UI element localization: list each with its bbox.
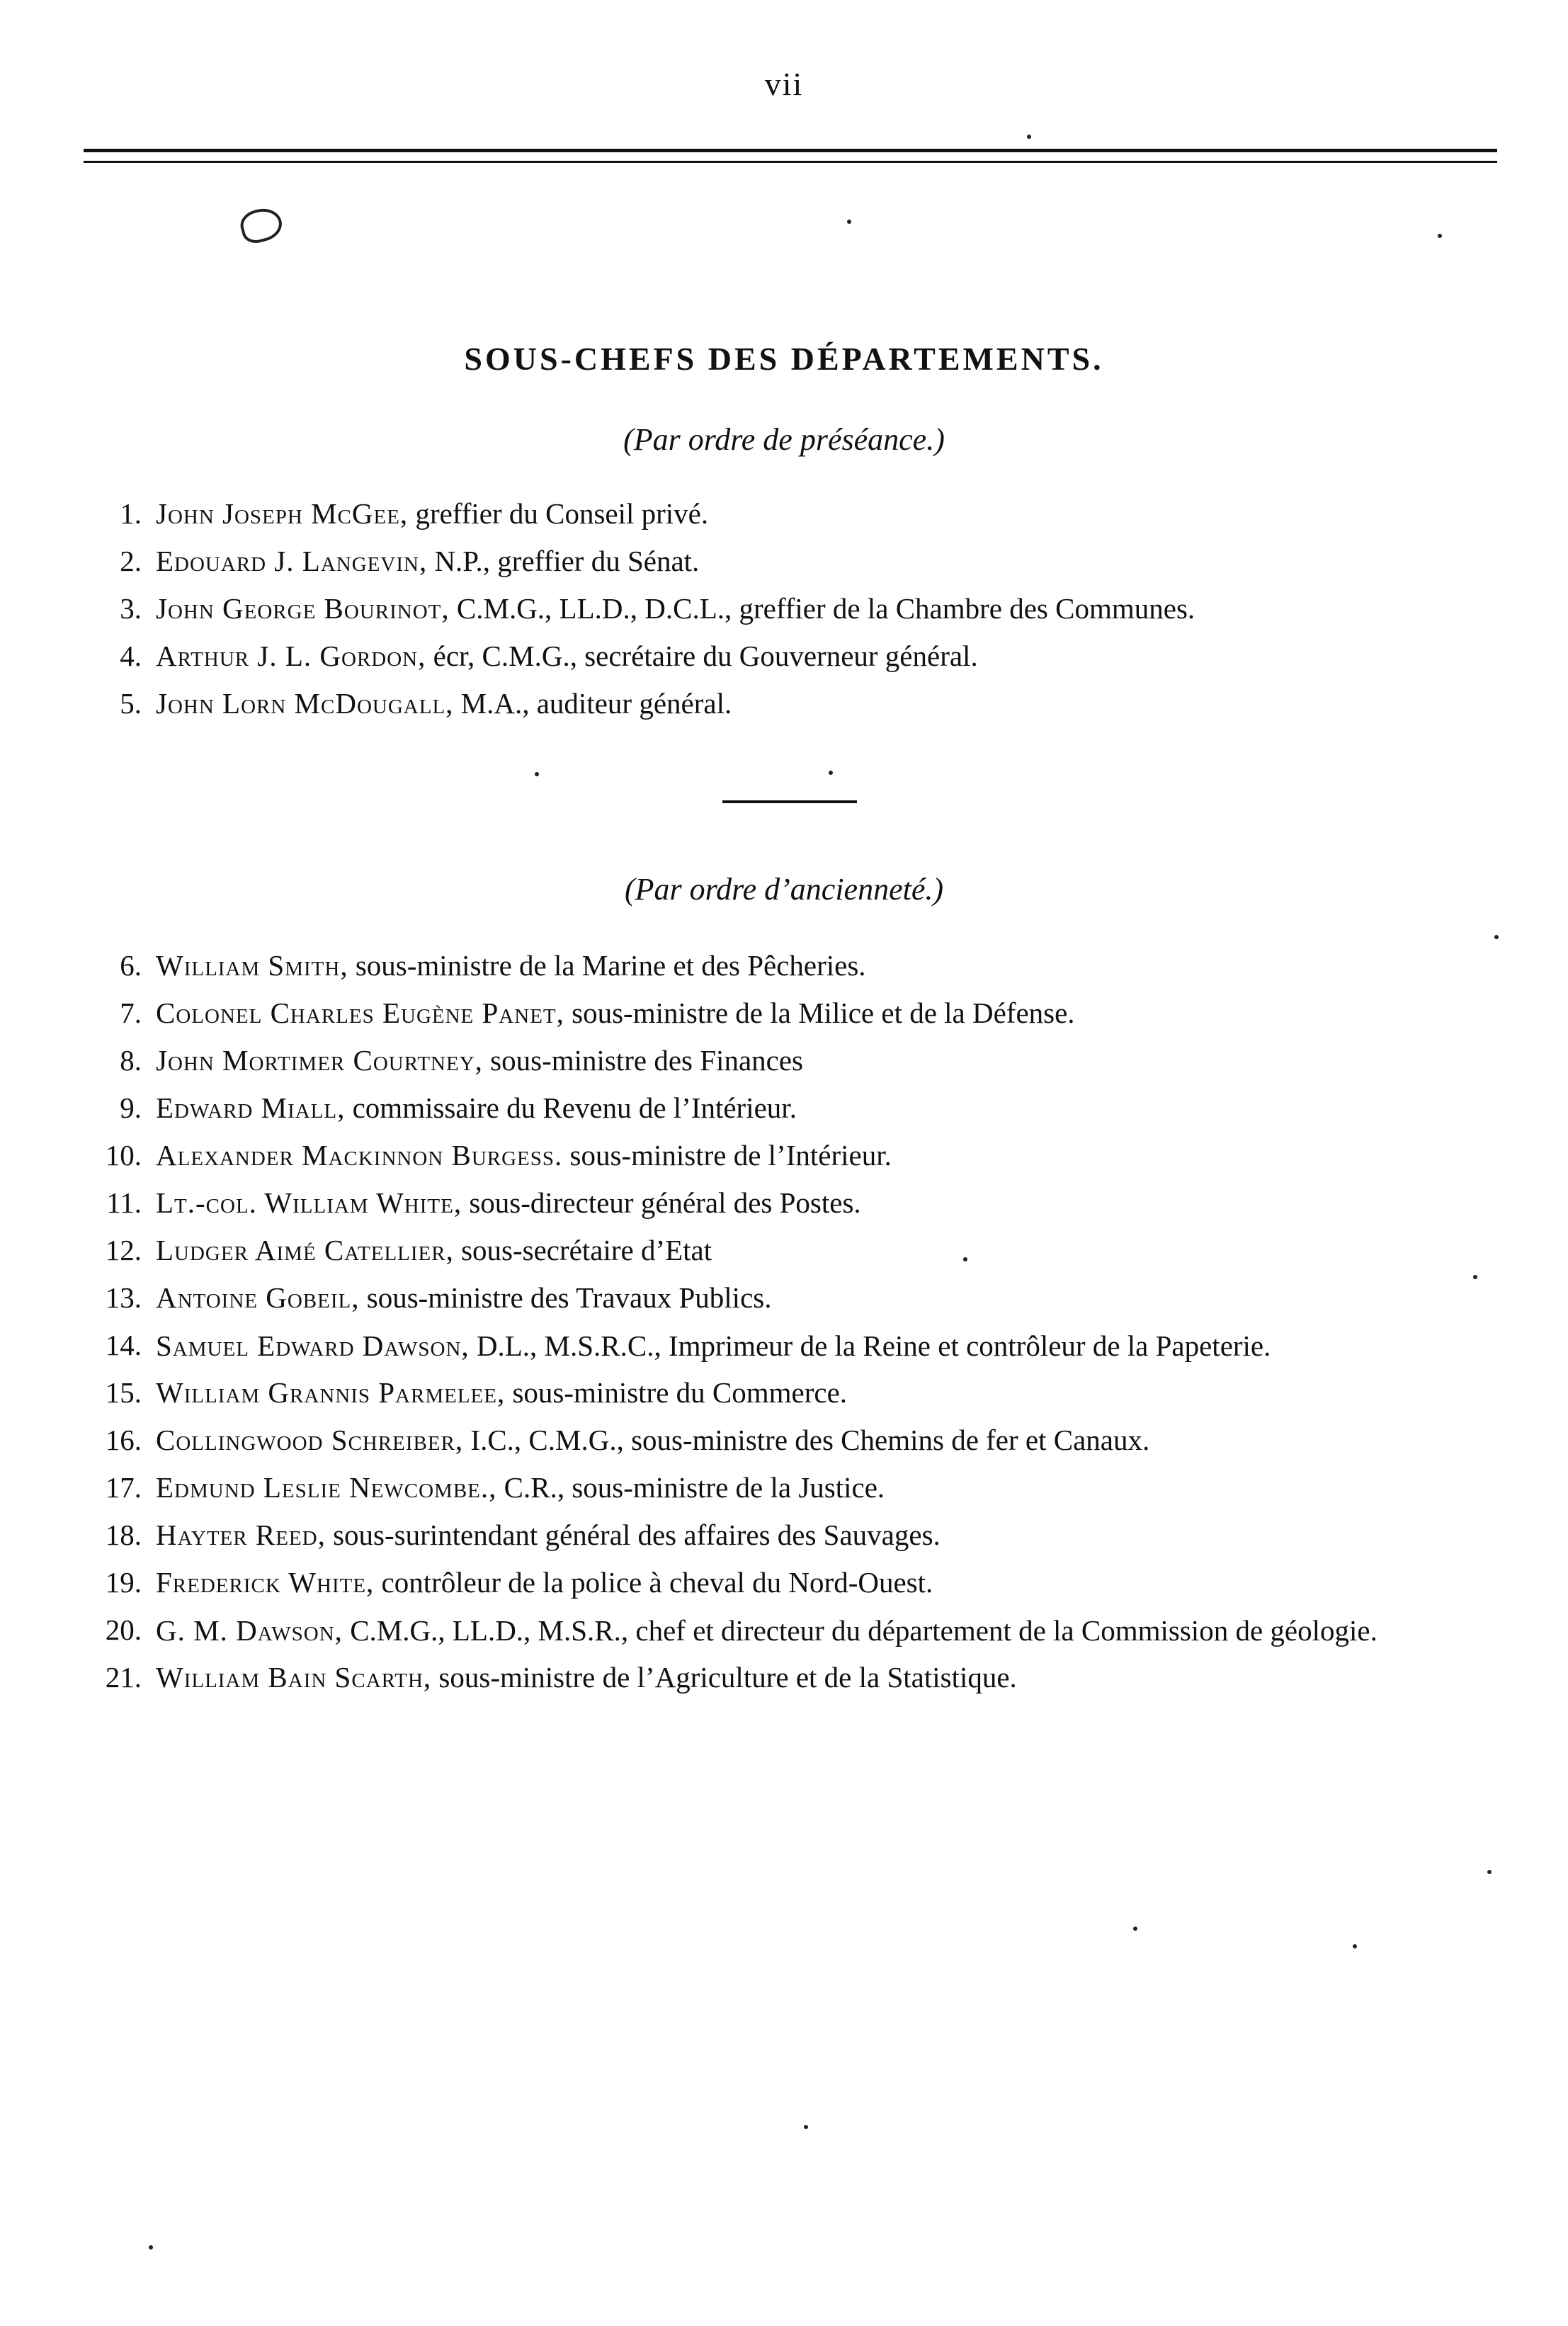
entry-name: Edouard J. Langevin, — [156, 545, 428, 577]
entry-description: D.L., M.S.R.C., Imprimeur de la Reine et contrôleur de la Papeterie. — [469, 1329, 1271, 1362]
entry-description: sous-ministre des Travaux Publics. — [359, 1281, 772, 1314]
list-item — [84, 1227, 1500, 1274]
entry-body — [156, 1037, 1500, 1084]
entry-number: 3. — [120, 592, 142, 625]
entry-body — [156, 1274, 1500, 1322]
entry-description: sous-ministre de la Marine et des Pêcheries. — [348, 949, 866, 982]
entry-description: sous-ministre de l’Agriculture et de la Statistique. — [431, 1661, 1017, 1694]
entry-body — [156, 1654, 1500, 1701]
entry-name: John Joseph McGee, — [156, 497, 409, 530]
entry-description: sous-ministre des Finances — [482, 1044, 803, 1077]
entry-description: sous-ministre de la Milice et de la Défense. — [564, 997, 1075, 1029]
entry-body — [156, 1132, 1500, 1179]
entry-name: Collingwood Schreiber, — [156, 1424, 464, 1456]
page-number: vii — [764, 66, 804, 102]
list-item — [84, 1511, 1500, 1559]
print-speck — [847, 220, 851, 224]
entry-number: 11. — [106, 1186, 142, 1219]
entry-number: 2. — [120, 545, 142, 577]
entry-description: contrôleur de la police à cheval du Nord-Ouest. — [374, 1566, 933, 1599]
list-item — [84, 1322, 1500, 1369]
entry-body — [156, 632, 1500, 680]
entry-name: Lt.-col. William White, — [156, 1186, 462, 1219]
entry-number: 8. — [120, 1044, 142, 1077]
page-title: SOUS-CHEFS DES DÉPARTEMENTS. — [464, 341, 1104, 377]
entry-number: 10. — [105, 1139, 142, 1171]
list-item — [84, 490, 1500, 538]
entry-name: John Lorn McDougall, — [156, 687, 454, 720]
entry-number: 14. — [105, 1329, 142, 1361]
list-item — [84, 1559, 1500, 1606]
entry-name: Frederick White, — [156, 1566, 375, 1599]
entry-description: C.R., sous-ministre de la Justice. — [496, 1471, 885, 1504]
entry-body — [156, 1369, 1500, 1417]
entry-description: sous-directeur général des Postes. — [462, 1186, 861, 1219]
entry-number: 9. — [120, 1091, 142, 1124]
list-item — [84, 632, 1500, 680]
entry-number: 21. — [105, 1661, 142, 1694]
entry-body — [156, 1084, 1500, 1132]
entry-description: greffier du Conseil privé. — [408, 497, 709, 530]
entry-body — [156, 1559, 1500, 1606]
list-item — [84, 1417, 1500, 1464]
entry-number: 12. — [105, 1234, 142, 1266]
entry-description: C.M.G., LL.D., D.C.L., greffier de la Chambre des Communes. — [449, 592, 1195, 625]
section-2-subtitle: (Par ordre d’ancienneté.) — [624, 872, 944, 907]
entry-description: sous-ministre du Commerce. — [505, 1376, 848, 1409]
entry-number: 20. — [105, 1613, 142, 1646]
list-item — [84, 989, 1500, 1037]
section-divider-rule — [722, 800, 857, 803]
print-speck — [963, 1257, 967, 1261]
print-speck — [1027, 135, 1031, 139]
entry-name: William Grannis Parmelee, — [156, 1376, 506, 1409]
header-rule-bottom — [84, 161, 1497, 163]
entry-name: G. M. Dawson, — [156, 1614, 343, 1647]
list-item — [84, 1274, 1500, 1322]
entry-name: Samuel Edward Dawson, — [156, 1329, 470, 1362]
header-rule-top — [84, 149, 1497, 152]
entry-name: William Bain Scarth, — [156, 1661, 432, 1694]
entry-body — [156, 1417, 1500, 1464]
entry-name: Arthur J. L. Gordon, — [156, 640, 426, 672]
print-speck — [829, 771, 833, 775]
entry-description: sous-secrétaire d’Etat — [453, 1234, 712, 1266]
entry-body — [156, 1464, 1500, 1511]
entry-number: 13. — [105, 1281, 142, 1314]
section-1-subtitle: (Par ordre de préséance.) — [623, 422, 945, 457]
print-speck — [804, 2125, 808, 2129]
entry-name: Alexander Mackinnon Burgess. — [156, 1139, 563, 1171]
list-item — [84, 1132, 1500, 1179]
entry-description: commissaire du Revenu de l’Intérieur. — [345, 1091, 797, 1124]
ink-blot-mark — [237, 204, 285, 246]
entry-body — [156, 1606, 1500, 1654]
entry-description: écr, C.M.G., secrétaire du Gouverneur général. — [426, 640, 978, 672]
entry-number: 17. — [105, 1471, 142, 1504]
print-speck — [1438, 234, 1442, 238]
entry-number: 15. — [105, 1376, 142, 1409]
entry-name: Colonel Charles Eugène Panet, — [156, 997, 564, 1029]
entry-name: Antoine Gobeil, — [156, 1281, 360, 1314]
entry-number: 7. — [120, 997, 142, 1029]
list-item — [84, 1084, 1500, 1132]
section-1-list — [84, 490, 1500, 727]
entry-name: Edward Miall, — [156, 1091, 346, 1124]
print-speck — [535, 772, 539, 776]
entry-description: sous-surintendant général des affaires des Sauvages. — [325, 1519, 941, 1551]
entry-body — [156, 989, 1500, 1037]
list-item — [84, 538, 1500, 585]
entry-body — [156, 680, 1500, 727]
entry-number: 18. — [105, 1519, 142, 1551]
list-item — [84, 942, 1500, 989]
header-double-rule — [84, 149, 1497, 170]
list-item — [84, 585, 1500, 632]
entry-body — [156, 1227, 1500, 1274]
entry-name: William Smith, — [156, 949, 348, 982]
list-item — [84, 1037, 1500, 1084]
entry-description: C.M.G., LL.D., M.S.R., chef et directeur du département de la Commission de géologie. — [342, 1614, 1377, 1647]
entry-name: John George Bourinot, — [156, 592, 450, 625]
list-item — [84, 1369, 1500, 1417]
list-item — [84, 680, 1500, 727]
entry-body — [156, 942, 1500, 989]
entry-description: M.A., auditeur général. — [453, 687, 732, 720]
print-speck — [149, 2245, 153, 2250]
list-item — [84, 1606, 1500, 1654]
section-2-list — [84, 942, 1500, 1701]
print-speck — [1487, 1870, 1492, 1874]
entry-body — [156, 490, 1500, 538]
entry-name: Hayter Reed, — [156, 1519, 326, 1551]
list-item — [84, 1654, 1500, 1701]
entry-body — [156, 585, 1500, 632]
entry-number: 19. — [105, 1566, 142, 1599]
entry-number: 6. — [120, 949, 142, 982]
entry-name: Ludger Aimé Catellier, — [156, 1234, 454, 1266]
entry-description: sous-ministre de l’Intérieur. — [562, 1139, 892, 1171]
entry-description: N.P., greffier du Sénat. — [427, 545, 700, 577]
print-speck — [1353, 1944, 1357, 1948]
print-speck — [1133, 1927, 1137, 1931]
list-item — [84, 1464, 1500, 1511]
entry-number: 5. — [120, 687, 142, 720]
entry-name: Edmund Leslie Newcombe., — [156, 1471, 497, 1504]
entry-description: I.C., C.M.G., sous-ministre des Chemins de fer et Canaux. — [463, 1424, 1150, 1456]
entry-body — [156, 1322, 1500, 1369]
entry-number: 1. — [120, 497, 142, 530]
print-speck — [1494, 935, 1499, 939]
entry-number: 4. — [120, 640, 142, 672]
entry-body — [156, 1511, 1500, 1559]
list-item — [84, 1179, 1500, 1227]
entry-number: 16. — [105, 1424, 142, 1456]
entry-body — [156, 538, 1500, 585]
entry-name: John Mortimer Courtney, — [156, 1044, 483, 1077]
print-speck — [1473, 1275, 1477, 1279]
entry-body — [156, 1179, 1500, 1227]
